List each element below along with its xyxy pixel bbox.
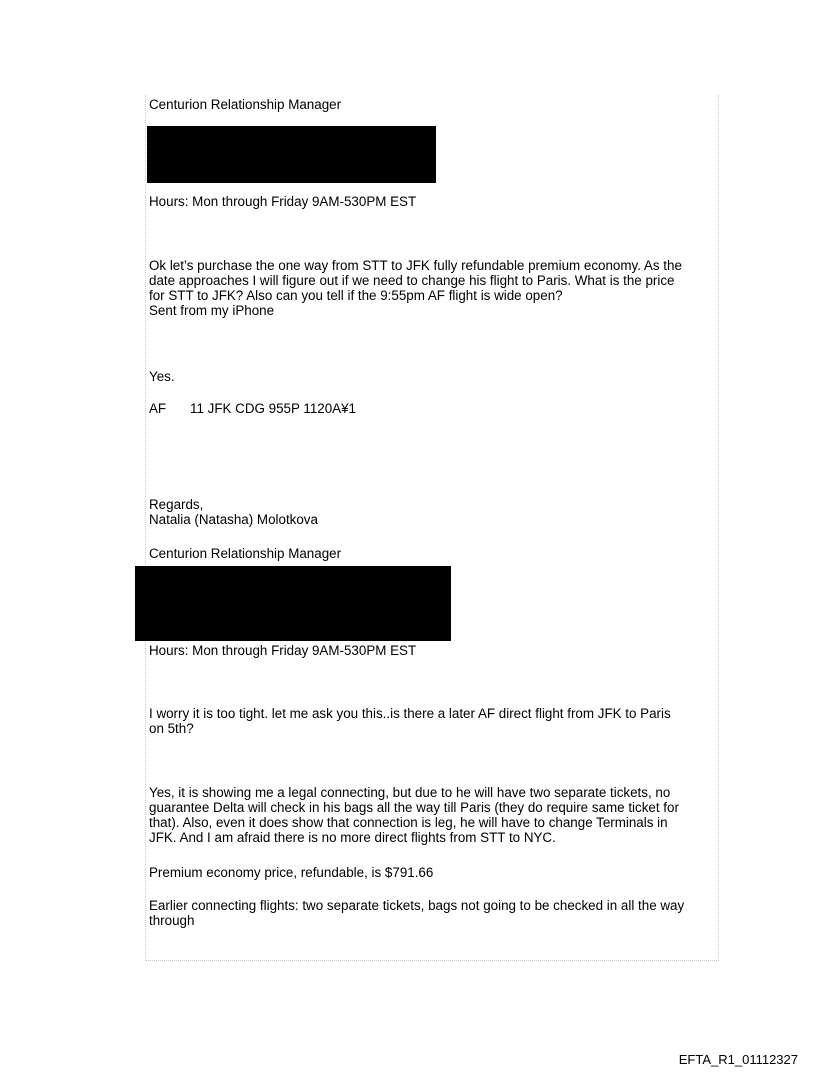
message-line: date approaches I will figure out if we need to change his flight to Paris. What is the price bbox=[149, 273, 675, 288]
hours-line: Hours: Mon through Friday 9AM-530PM EST bbox=[149, 194, 417, 209]
message-line: that). Also, even it does show that connection is leg, he will have to change Terminals in bbox=[149, 815, 668, 830]
message-line: JFK. And I am afraid there is no more direct flights from STT to NYC. bbox=[149, 830, 556, 845]
hours-line: Hours: Mon through Friday 9AM-530PM EST bbox=[149, 643, 417, 658]
message-line: Ok let’s purchase the one way from STT to JFK fully refundable premium economy. As the bbox=[149, 258, 682, 273]
message-line: I worry it is too tight. let me ask you this..is there a later AF direct flight from JFK to Paris bbox=[149, 706, 671, 721]
message-line: Earlier connecting flights: two separate tickets, bags not going to be checked in all the way bbox=[149, 898, 685, 913]
flight-info bbox=[149, 401, 356, 416]
message-line: for STT to JFK? Also can you tell if the 9:55pm AF flight is wide open? bbox=[149, 288, 563, 303]
message-line: on 5th? bbox=[149, 721, 194, 736]
document-id: EFTA_R1_01112327 bbox=[678, 1052, 798, 1067]
redaction-block bbox=[147, 126, 436, 183]
regards-text: Regards, bbox=[149, 497, 204, 512]
flight-airline: AF bbox=[149, 401, 167, 416]
message-body bbox=[149, 785, 715, 845]
message-body bbox=[149, 706, 715, 736]
signature-block bbox=[149, 497, 715, 527]
message-line: Yes, it is showing me a legal connecting, but due to he will have two separate tickets, no bbox=[149, 785, 671, 800]
sender-name: Natalia (Natasha) Molotkova bbox=[149, 512, 318, 527]
message-line: Sent from my iPhone bbox=[149, 303, 275, 318]
signature-title: Centurion Relationship Manager bbox=[149, 546, 342, 561]
message-body bbox=[149, 898, 715, 928]
signature-title: Centurion Relationship Manager bbox=[149, 97, 342, 112]
price-line: Premium economy price, refundable, is $791.66 bbox=[149, 865, 434, 880]
redaction-block bbox=[135, 566, 451, 641]
reply-text: Yes. bbox=[149, 369, 175, 384]
message-line: through bbox=[149, 913, 195, 928]
message-line: guarantee Delta will check in his bags all the way till Paris (they do require same ticket for bbox=[149, 800, 679, 815]
message-body bbox=[149, 258, 715, 318]
flight-details: 11 JFK CDG 955P 1120A¥1 bbox=[190, 401, 356, 416]
